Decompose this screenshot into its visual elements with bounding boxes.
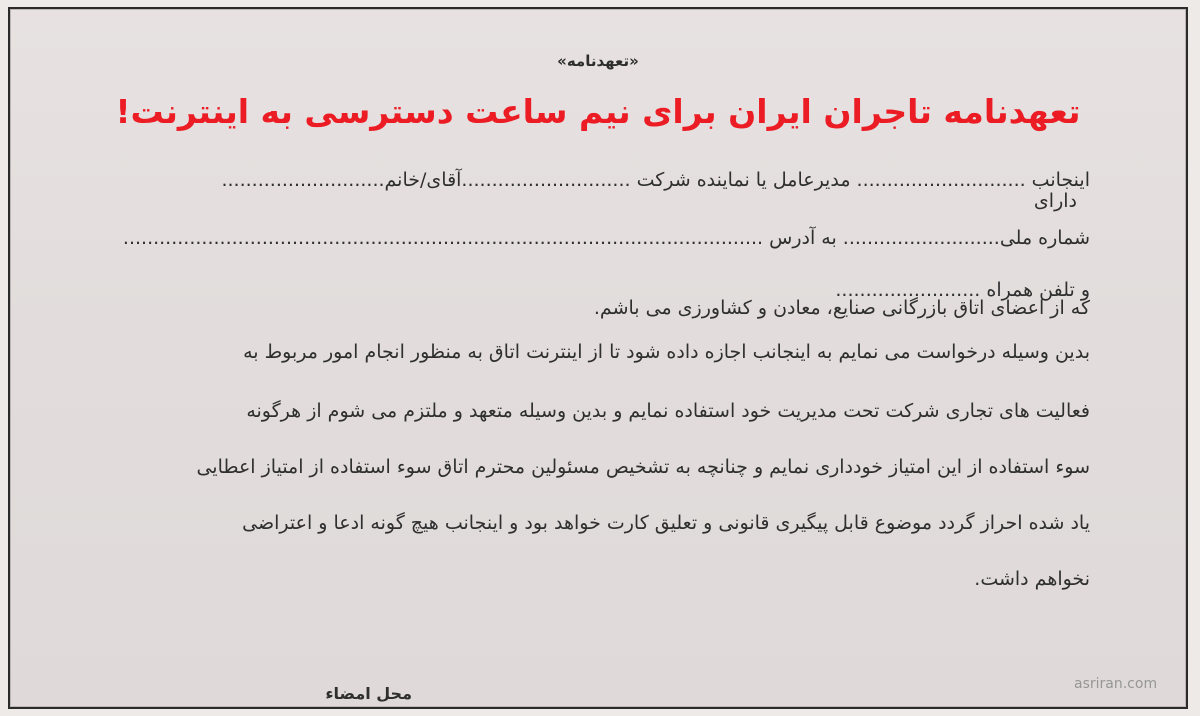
form-line-applicant: اینجانب ............................ مدیرعامل یا نماینده شرکت ............................آقای/خانم........................... — [221, 169, 1090, 191]
form-line-membership: که از اعضای اتاق بازرگانی صنایع، معادن و کشاورزی می باشم. — [593, 297, 1090, 319]
document-subtitle: «تعهدنامه» — [557, 52, 639, 70]
form-line-mobile: و تلفن همراه ........................ — [835, 279, 1090, 301]
form-line-national-id-address: شماره ملی.......................... به آدرس .......................................................................................................... — [122, 227, 1090, 249]
signature-place-label: محل امضاء — [325, 684, 412, 703]
paragraph-line-5: نخواهم داشت. — [974, 568, 1090, 590]
paragraph-line-1: بدین وسیله درخواست می نمایم به اینجانب اجازه داده شود تا از اینترنت اتاق به منظور انجام امور مربوط به — [243, 341, 1090, 363]
paragraph-line-3: سوء استفاده از این امتیاز خودداری نمایم و چنانچه به تشخیص مسئولین محترم اتاق سوء استفاده از امتیاز اعطایی — [196, 456, 1090, 478]
document-frame — [8, 7, 1188, 709]
paragraph-line-2: فعالیت های تجاری شرکت تحت مدیریت خود استفاده نمایم و بدین وسیله متعهد و ملتزم می شوم از هرگونه — [246, 400, 1090, 422]
commitment-letter — [10, 9, 1186, 707]
form-line-holding: دارای — [1033, 190, 1077, 212]
document-title: تعهدنامه تاجران ایران برای نیم ساعت دسترسی به اینترنت! — [115, 92, 1081, 131]
paragraph-line-4: یاد شده احراز گردد موضوع قابل پیگیری قانونی و تعلیق کارت خواهد بود و اینجانب هیچ گونه ادعا و اعتراضی — [242, 512, 1090, 534]
site-watermark: asriran.com — [1074, 676, 1158, 692]
